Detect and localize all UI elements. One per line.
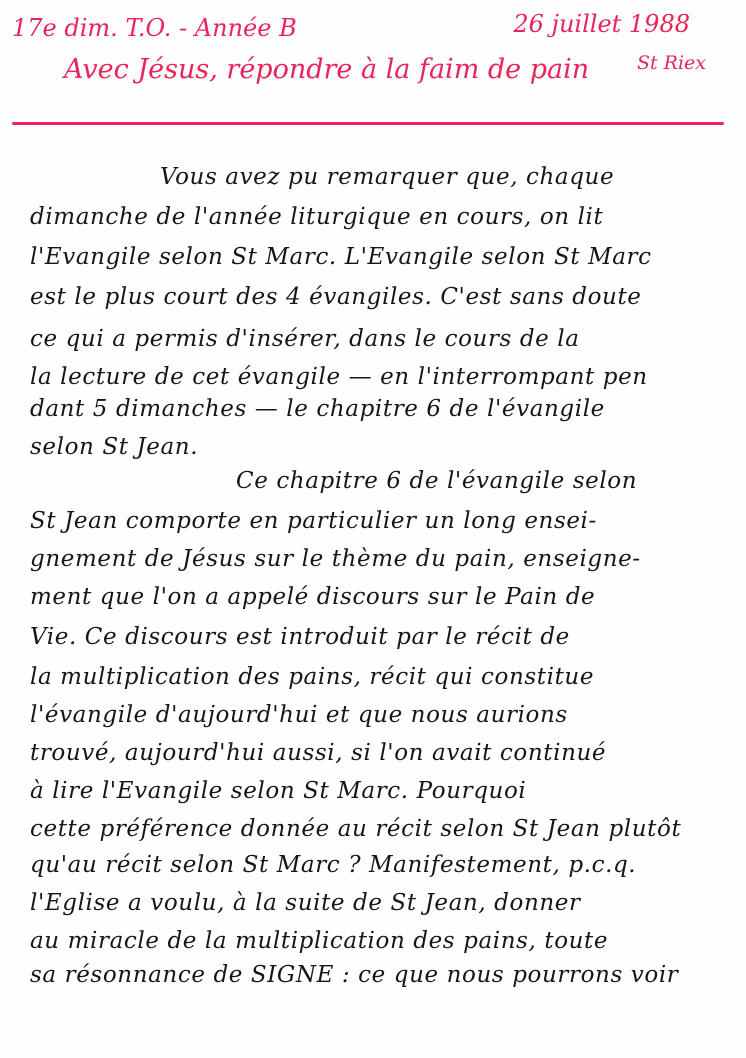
liturgical-sunday-label: 17e dim. T.O. - Année B: [12, 14, 297, 42]
body-line: trouvé, aujourd'hui aussi, si l'on avait continué: [30, 740, 607, 766]
body-line: Ce chapitre 6 de l'évangile selon: [236, 468, 638, 494]
body-line: ment que l'on a appelé discours sur le Pain de: [30, 584, 596, 610]
body-line: Vous avez pu remarquer que, chaque: [160, 164, 615, 190]
body-line: qu'au récit selon St Marc ? Manifestement, p.c.q.: [30, 852, 637, 878]
body-line: selon St Jean.: [30, 434, 199, 460]
body-line: est le plus court des 4 évangiles. C'est sans doute: [30, 284, 642, 310]
sermon-place: St Riex: [636, 52, 706, 74]
body-line: l'Eglise a voulu, à la suite de St Jean, donner: [30, 890, 581, 916]
body-line: l'Evangile selon St Marc. L'Evangile selon St Marc: [30, 244, 652, 270]
body-line: l'évangile d'aujourd'hui et que nous aurions: [30, 702, 568, 728]
sermon-title: Avec Jésus, répondre à la faim de pain: [64, 54, 590, 85]
body-line: la lecture de cet évangile — en l'interrompant pen: [30, 364, 648, 390]
body-line: au miracle de la multiplication des pains, toute: [30, 928, 609, 954]
body-line: à lire l'Evangile selon St Marc. Pourquoi: [30, 778, 527, 804]
sermon-date: 26 juillet 1988: [513, 10, 690, 38]
body-line: Vie. Ce discours est introduit par le récit de: [30, 624, 570, 650]
body-line: dant 5 dimanches — le chapitre 6 de l'évangile: [30, 396, 605, 422]
body-line: sa résonnance de SIGNE : ce que nous pourrons voir: [30, 962, 679, 988]
body-line: gnement de Jésus sur le thème du pain, enseigne-: [30, 546, 641, 572]
body-line: dimanche de l'année liturgique en cours, on lit: [30, 204, 604, 230]
body-line: ce qui a permis d'insérer, dans le cours de la: [30, 326, 580, 352]
body-line: la multiplication des pains, récit qui constitue: [30, 664, 595, 690]
body-line: St Jean comporte en particulier un long ensei-: [30, 508, 597, 534]
body-line: cette préférence donnée au récit selon St Jean plutôt: [30, 816, 682, 842]
header-divider: [12, 122, 724, 125]
